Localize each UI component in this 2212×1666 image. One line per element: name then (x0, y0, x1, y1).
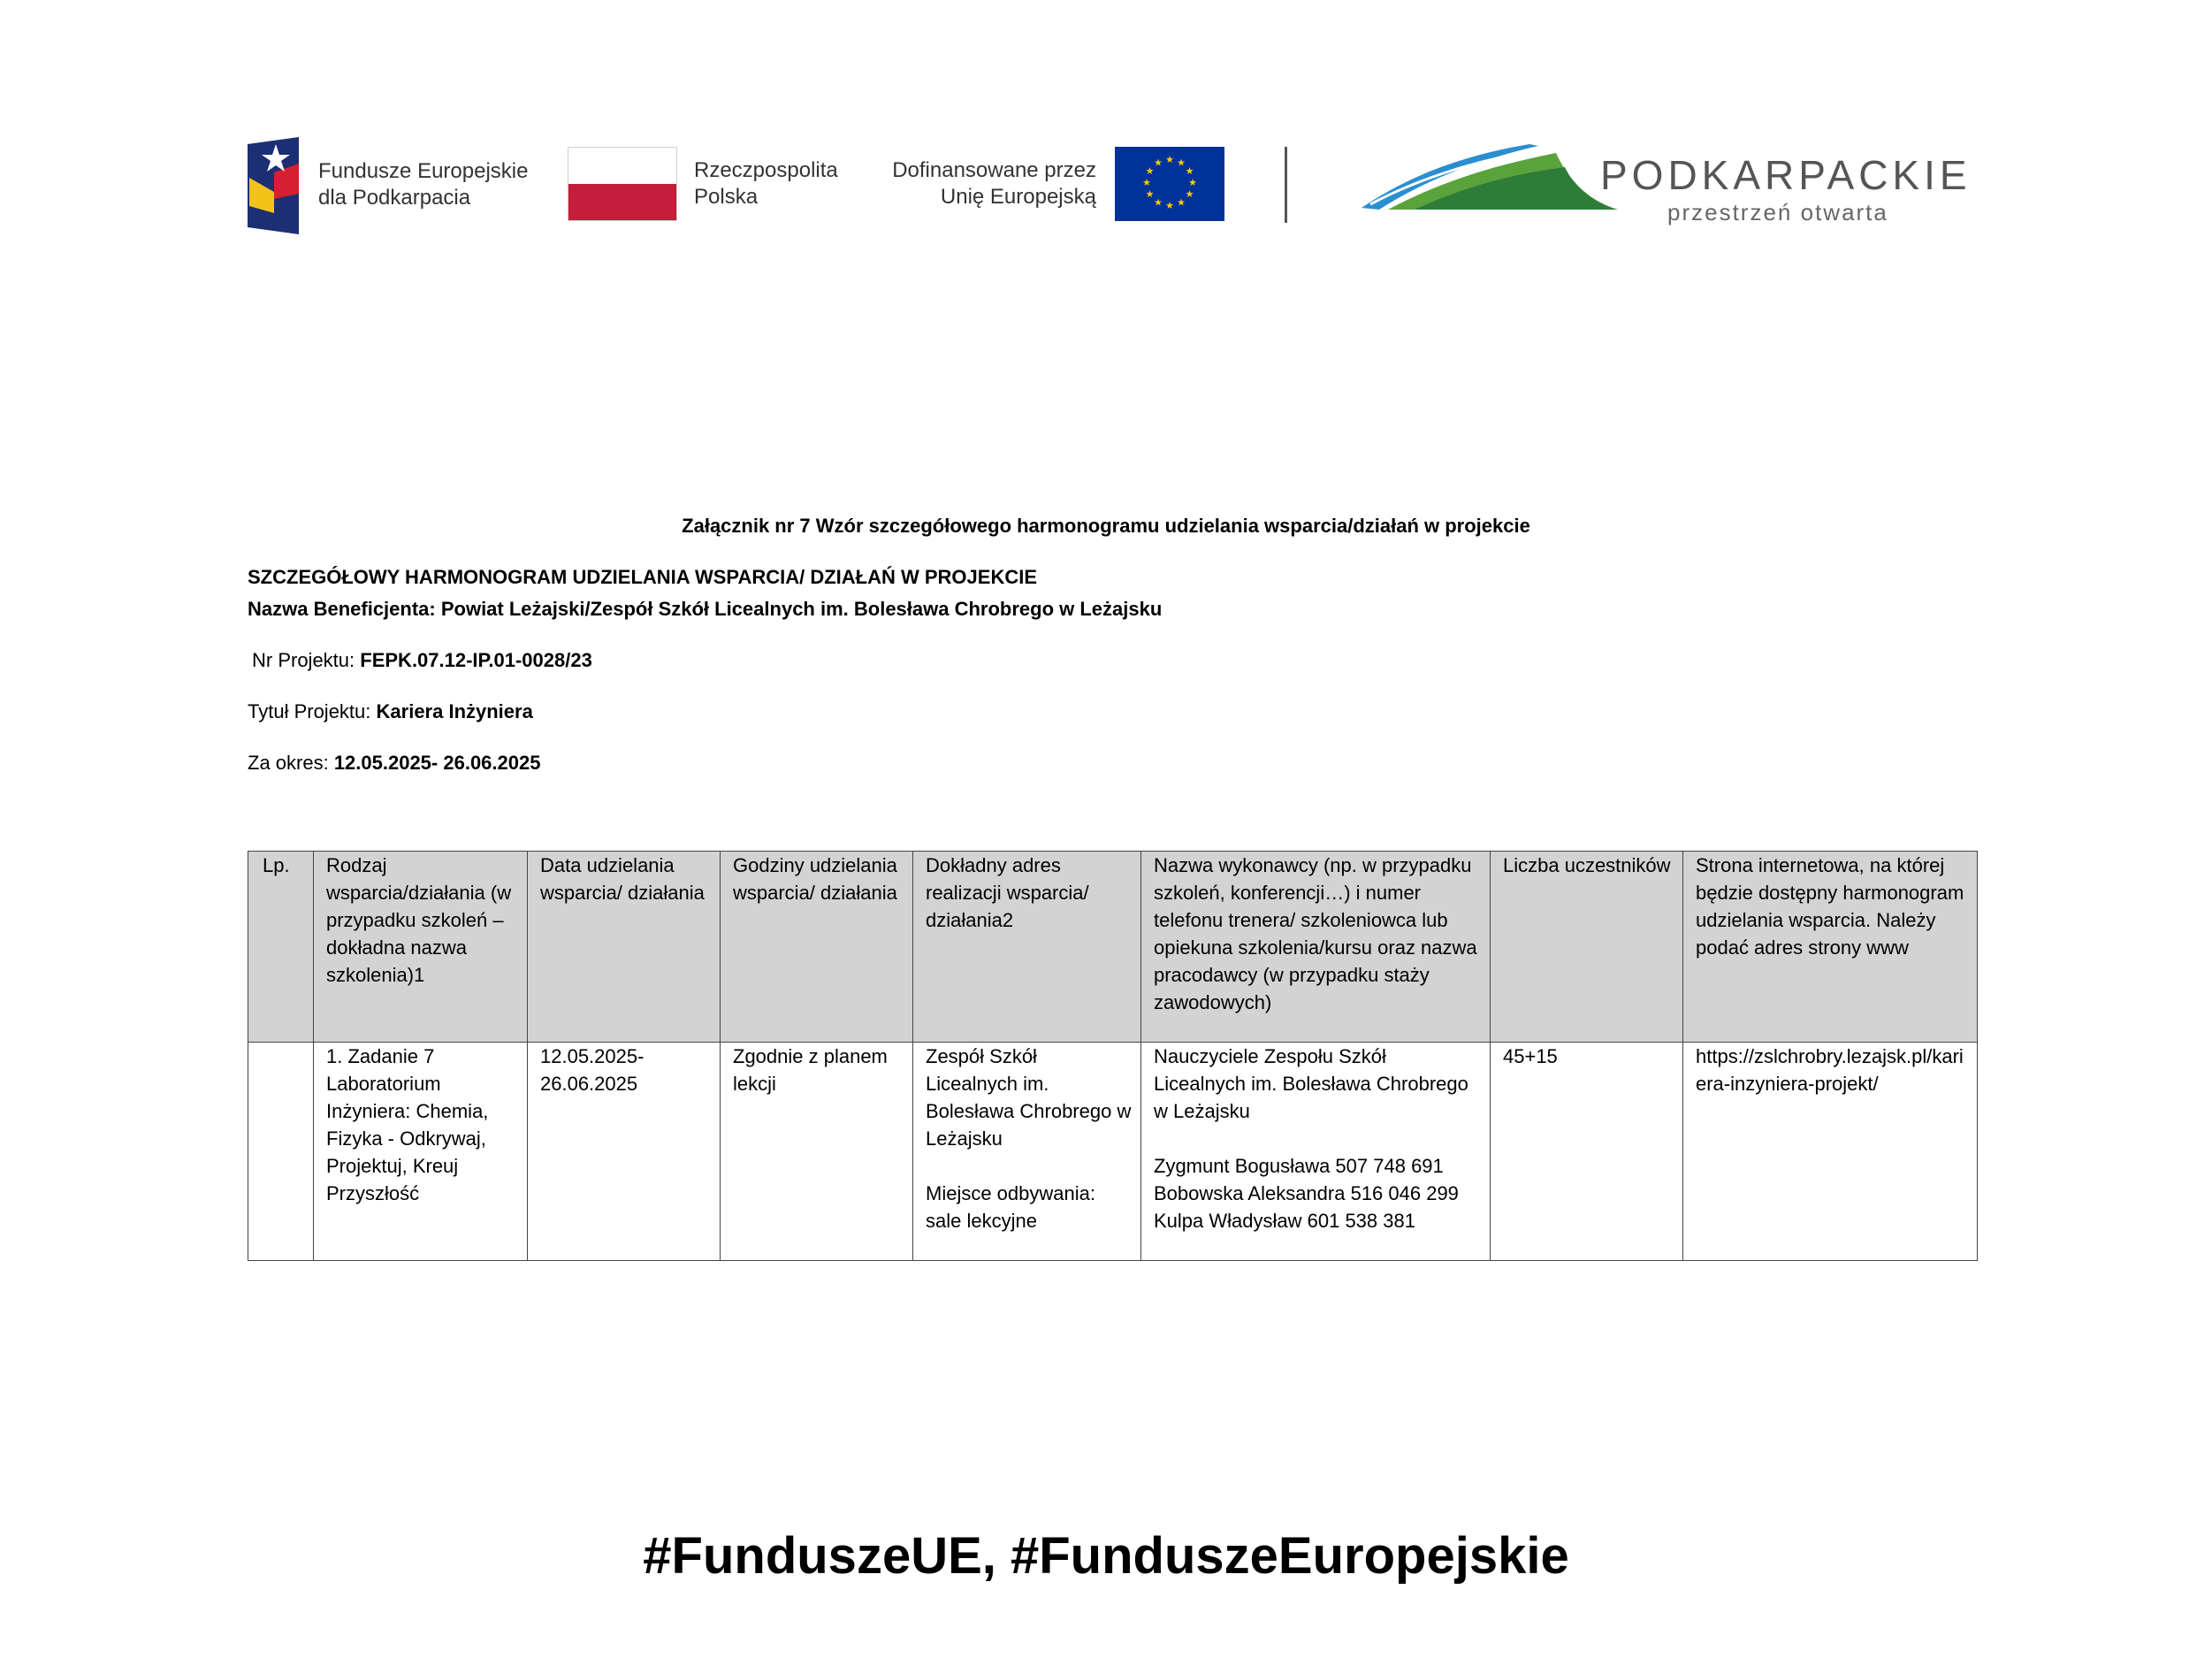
schedule-table (248, 851, 1978, 1261)
contractor-text: Nauczyciele Zespołu Szkół Licealnych im. Bolesława Chrobrego w Leżajsku (1154, 1045, 1468, 1122)
eu-cofinancing-logo (880, 147, 1224, 226)
podkarpackie-logo (1362, 137, 1980, 239)
project-number-value: FEPK.07.12-IP.01-0028/23 (360, 649, 592, 671)
project-title-value: Kariera Inżyniera (376, 700, 533, 722)
svg-text:★: ★ (1185, 188, 1194, 200)
period-label: Za okres: (248, 752, 334, 774)
svg-text:★: ★ (1188, 177, 1197, 188)
cell-date: 12.05.2025-26.06.2025 (528, 1043, 721, 1261)
project-title-line (248, 700, 533, 723)
table-header-row (248, 852, 1978, 1043)
beneficiary-name: Nazwa Beneficjenta: Powiat Leżajski/Zespół Szkół Licealnych im. Bolesława Chrobrego w Leżajsku (248, 598, 1163, 620)
fe-star-icon (248, 137, 302, 234)
venue-text: Miejsce odbywania: sale lekcyjne (926, 1182, 1095, 1232)
svg-text:★: ★ (1165, 200, 1174, 211)
polish-flag-icon (568, 147, 677, 221)
podkarpackie-swoosh-icon (1362, 137, 1627, 217)
header-contractor: Nazwa wykonawcy (np. w przypadku szkoleń, konferencji…) i numer telefonu trenera/ szkoleniowca lub opiekuna szkolenia/kursu oraz nazwa pracodawcy (w przypadku staży zawodowych) (1141, 852, 1491, 1043)
eu-flag-icon (1115, 147, 1224, 221)
svg-text:★: ★ (1145, 165, 1155, 177)
svg-text:★: ★ (1185, 165, 1194, 177)
logo-divider (1285, 147, 1287, 223)
trainer-1: Zygmunt Bogusława 507 748 691 (1154, 1155, 1444, 1177)
trainer-3: Kulpa Władysław 601 538 381 (1154, 1210, 1415, 1232)
cell-contractor (1141, 1043, 1491, 1261)
rzeczpospolita-logo (568, 147, 859, 226)
address-text: Zespół Szkół Licealnych im. Bolesława Chrobrego w Leżajsku (926, 1045, 1132, 1150)
cell-lp (248, 1043, 314, 1261)
header-lp: Lp. (248, 852, 314, 1043)
website-link[interactable]: https://zslchrobry.lezajsk.pl/kariera-inzyniera-projekt/ (1696, 1045, 1964, 1095)
svg-text:★: ★ (1177, 157, 1186, 169)
svg-text:★: ★ (1142, 177, 1151, 188)
header-support-type: Rodzaj wsparcia/działania (w przypadku szkoleń – dokładna nazwa szkolenia)1 (314, 852, 528, 1043)
cell-website[interactable] (1683, 1043, 1978, 1261)
footer-hashtags: #FunduszeUE, #FunduszeEuropejskie (643, 1527, 1569, 1585)
period-value: 12.05.2025- 26.06.2025 (333, 752, 541, 774)
project-number-line (252, 649, 592, 672)
header-website: Strona internetowa, na której będzie dostępny harmonogram udzielania wsparcia. Należy podać adres strony www (1683, 852, 1978, 1043)
cell-participants: 45+15 (1491, 1043, 1683, 1261)
cell-address (913, 1043, 1141, 1261)
header-date: Data udzielania wsparcia/ działania (528, 852, 721, 1043)
eu-logo-line2: Unię Europejską (940, 185, 1096, 209)
podkarpackie-name: PODKARPACKIE (1600, 152, 1972, 198)
svg-text:★: ★ (1154, 157, 1163, 169)
svg-text:★: ★ (1154, 196, 1163, 209)
document-title: Załącznik nr 7 Wzór szczegółowego harmonogramu udzielania wsparcia/działań w projekcie (682, 515, 1530, 537)
project-number-label: Nr Projektu: (252, 649, 361, 671)
document-heading: SZCZEGÓŁOWY HARMONOGRAM UDZIELANIA WSPARCIA/ DZIAŁAŃ W PROJEKCIE (248, 566, 1038, 588)
cell-hours: Zgodnie z planem lekcji (721, 1043, 913, 1261)
podkarpackie-tagline: przestrzeń otwarta (1667, 199, 1888, 225)
rp-logo-line2: Polska (694, 185, 759, 209)
eu-logo-line1: Dofinansowane przez (892, 158, 1096, 182)
fe-logo-line1: Fundusze Europejskie (318, 159, 529, 183)
rp-logo-line1: Rzeczpospolita (694, 158, 838, 182)
trainer-2: Bobowska Aleksandra 516 046 299 (1154, 1182, 1459, 1204)
header-hours: Godziny udzielania wsparcia/ działania (721, 852, 913, 1043)
header-participants: Liczba uczestników (1491, 852, 1683, 1043)
svg-text:★: ★ (1145, 188, 1155, 200)
cell-support-type: 1. Zadanie 7 Laboratorium Inżyniera: Chemia, Fizyka - Odkrywaj, Projektuj, Kreuj Przyszłość (314, 1043, 528, 1261)
svg-text:★: ★ (1177, 196, 1186, 209)
project-title-label: Tytuł Projektu: (248, 700, 377, 722)
fundusze-europejskie-logo (248, 137, 539, 234)
fe-logo-line2: dla Podkarpacia (318, 186, 471, 210)
header-address: Dokładny adres realizacji wsparcia/ działania2 (913, 852, 1141, 1043)
table-row (248, 1043, 1978, 1261)
period-line (248, 752, 540, 775)
logo-strip (239, 133, 1980, 248)
svg-text:★: ★ (1165, 154, 1174, 165)
